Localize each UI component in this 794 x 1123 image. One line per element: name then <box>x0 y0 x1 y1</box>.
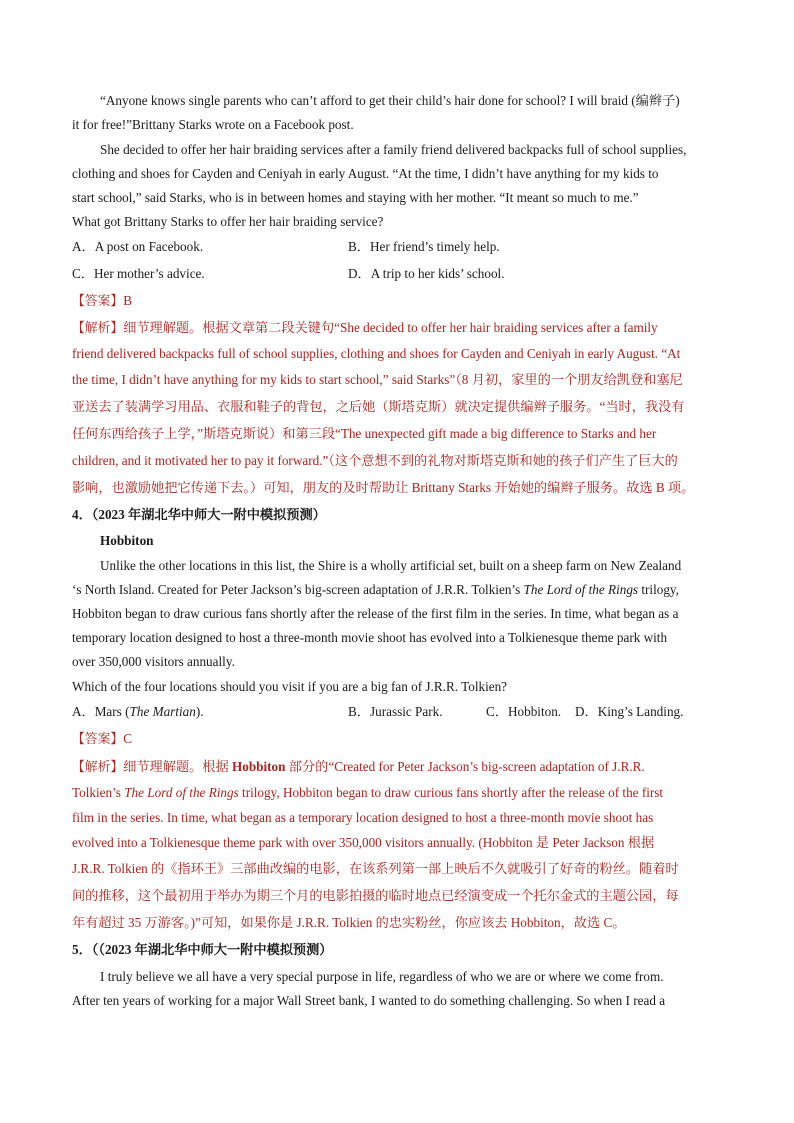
q4-option-b: B．Jurassic Park. <box>348 704 443 719</box>
q4-analysis-line-5: J.R.R. Tolkien 的《指环王》三部曲改编的电影，在该系列第一部上映后不久就吸引了好奇的粉丝。随着时 <box>72 861 679 876</box>
q3-paragraph-1-line-1: “Anyone knows single parents who can’t afford to get their child’s hair done for school? I will braid (编辫子) <box>100 93 680 108</box>
q3-option-a: A．A post on Facebook. <box>72 239 204 254</box>
q4-header: 4．（2023 年湖北华中师大一附中模拟预测） <box>72 507 326 522</box>
q4-title: Hobbiton <box>100 533 154 548</box>
q4-analysis-line-7: 年有超过 35 万游客。)”可知，如果你是 J.R.R. Tolkien 的忠实粉丝，你应该去 Hobbiton，故选 C。 <box>72 915 626 930</box>
q3-option-b: B．Her friend’s timely help. <box>348 239 500 254</box>
q3-answer <box>72 292 132 311</box>
q4-option-a: A．Mars (The Martian). <box>72 704 204 719</box>
answer-tag: 【答案】 <box>72 294 124 309</box>
q5-paragraph-line-1: I truly believe we all have a very special purpose in life, regardless of who we are or where we come from. <box>100 969 664 984</box>
q4-analysis-line-2: Tolkien’s The Lord of the Rings trilogy, Hobbiton began to draw curious fans shortly after the release of the first <box>72 785 664 800</box>
answer-value: C <box>123 731 132 746</box>
q4-paragraph-line-4: temporary location designed to host a three-month movie shoot has evolved into a Tolkienesque theme park with <box>72 630 668 645</box>
q5-header: 5．（（2023 年湖北华中师大一附中模拟预测） <box>72 942 333 957</box>
q3-question: What got Brittany Starks to offer her hair braiding service? <box>72 214 384 229</box>
q4-paragraph-line-3: Hobbiton began to draw curious fans shortly after the release of the first film in the series. In time, what began as a <box>72 606 679 621</box>
q5-paragraph-line-2: After ten years of working for a major Wall Street bank, I wanted to do something challenging. So when I read a <box>72 993 666 1008</box>
q3-paragraph-2-line-2: clothing and shoes for Cayden and Ceniyah in early August. “At the time, I didn’t have anything for my kids to <box>72 166 659 181</box>
q3-analysis-line-4: 亚送去了装满学习用品、衣服和鞋子的背包，之后她（斯塔克斯）就决定提供编辫子服务。“当时，我没有 <box>72 399 685 414</box>
q3-analysis-line-3: the time, I didn’t have anything for my kids to start school,” said Starks”（8 月初，家里的一个朋友给凯登和塞尼 <box>72 372 683 387</box>
q3-analysis-line-1: 【解析】细节理解题。根据文章第二段关键句“She decided to offer her hair braiding services after a family <box>72 320 658 336</box>
q3-paragraph-2-line-1: She decided to offer her hair braiding services after a family friend delivered backpacks full of school supplies, <box>100 142 687 157</box>
q3-option-d: D．A trip to her kids’ school. <box>348 266 505 281</box>
q3-analysis-line-5: 任何东西给孩子上学，”斯塔克斯说）和第三段“The unexpected gift made a big difference to Starks and her <box>72 426 657 441</box>
answer-tag: 【答案】 <box>72 732 124 747</box>
q3-analysis-line-7: 影响，也激励她把它传递下去。）可知，朋友的及时帮助让 Brittany Starks 开始她的编辫子服务。故选 B 项。 <box>72 480 695 495</box>
q4-analysis-line-6: 间的推移，这个最初用于举办为期三个月的电影拍摄的临时地点已经演变成一个托尔金式的主题公园，每 <box>72 888 679 903</box>
q4-option-d: D．King’s Landing. <box>575 704 684 719</box>
q3-analysis-line-2: friend delivered backpacks full of school supplies, clothing and shoes for Cayden and Ceniyah in early August. “At <box>72 346 681 361</box>
q3-paragraph-2-line-3: start school,” said Starks, who is in between homes and staying with her mother. “It meant so much to me.” <box>72 190 639 205</box>
q3-analysis-line-6: children, and it motivated her to pay it forward.”（这个意想不到的礼物对斯塔克斯和她的孩子们产生了巨大的 <box>72 453 678 468</box>
q4-paragraph-line-2: ‘s North Island. Created for Peter Jackson’s big-screen adaptation of J.R.R. Tolkien’s The Lord of the Rings trilogy, <box>72 582 679 597</box>
answer-value: B <box>123 293 132 308</box>
q3-paragraph-1-line-2: it for free!”Brittany Starks wrote on a Facebook post. <box>72 117 354 132</box>
q3-option-c: C．Her mother’s advice. <box>72 266 205 281</box>
analysis-tag: 【解析】 <box>72 321 124 336</box>
q4-question: Which of the four locations should you visit if you are a big fan of J.R.R. Tolkien? <box>72 679 508 694</box>
q4-paragraph-line-5: over 350,000 visitors annually. <box>72 654 235 669</box>
q4-paragraph-line-1: Unlike the other locations in this list, the Shire is a wholly artificial set, built on a sheep farm on New Zealand <box>100 558 682 573</box>
analysis-tag: 【解析】 <box>72 760 124 775</box>
q4-analysis-line-4: evolved into a Tolkienesque theme park with over 350,000 visitors annually. (Hobbiton 是 Peter Jackson 根据 <box>72 835 655 850</box>
q4-analysis-line-1: 【解析】细节理解题。根据 Hobbiton 部分的“Created for Peter Jackson’s big-screen adaptation of J.R.R. <box>72 759 645 775</box>
q4-analysis-line-3: film in the series. In time, what began as a temporary location designed to host a three-month movie shoot has <box>72 810 654 825</box>
q4-option-c: C．Hobbiton. <box>486 704 562 719</box>
q4-answer <box>72 730 132 749</box>
